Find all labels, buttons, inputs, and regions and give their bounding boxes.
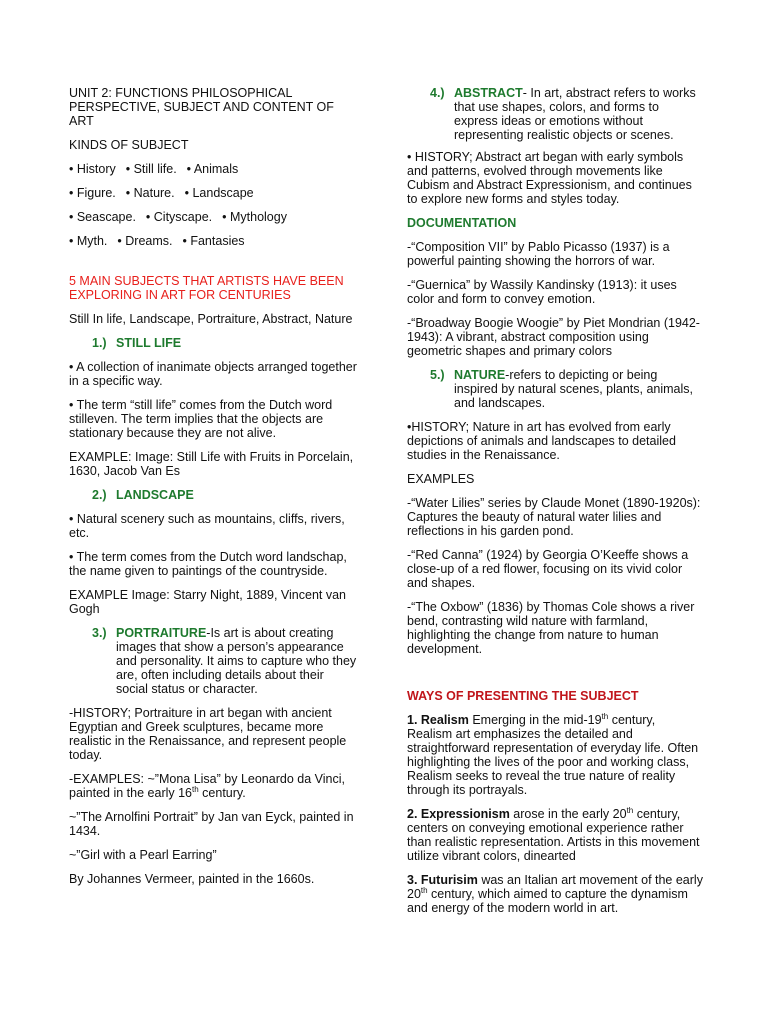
paragraph-text: century, centers on conveying emotional experience rather than realistic representation. Artists in this movement utilize vibrant colors, dinearted xyxy=(407,807,700,863)
item-title: ABSTRACT xyxy=(454,86,523,100)
abstract-section xyxy=(407,86,703,142)
kind-item: • Cityscape. xyxy=(145,210,213,224)
superscript: th xyxy=(601,711,609,721)
abstract-description: - In art, abstract refers to works that use shapes, colors, and forms to express ideas or emotions without representing realistic objects or scenes. xyxy=(454,86,696,142)
item-title: PORTRAITURE xyxy=(116,626,207,640)
nature-body xyxy=(454,368,703,410)
kind-item: • Fantasies xyxy=(182,234,245,248)
kind-item: • Mythology xyxy=(222,210,287,224)
item-number: 4.) xyxy=(430,86,445,100)
documentation-item: -“Guernica” by Wassily Kandinsky (1913): it uses color and form to convey emotion. xyxy=(407,278,677,306)
portraiture-history: -HISTORY; Portraiture in art began with ancient Egyptian and Greek sculptures, became more realistic in the Renaissance, and represent people today. xyxy=(69,706,347,762)
abstract-body xyxy=(454,86,703,142)
paragraph-text: century, Realism art emphasizes the detailed and straightforward representation of everyday life. Often highlighting the lives of the poor and working class, Realism seeks to reveal the true nature of reality through its portrayals. xyxy=(407,713,699,797)
paragraph-text: arose in the early 20 xyxy=(509,807,627,821)
kind-item: • Seascape. xyxy=(69,210,136,224)
realism-paragraph xyxy=(407,713,703,797)
paragraph-text: Emerging in the mid-19 xyxy=(468,713,602,727)
kind-item: • History xyxy=(69,162,116,176)
main-subjects-list: Still In life, Landscape, Portraiture, Abstract, Nature xyxy=(69,312,353,326)
paragraph-text: was an Italian art movement of the early 20 xyxy=(407,873,703,901)
item-title: STILL LIFE xyxy=(116,336,182,350)
portraiture-example: By Johannes Vermeer, painted in the 1660s. xyxy=(69,872,315,886)
portraiture-example: ~”Girl with a Pearl Earring” xyxy=(69,848,217,862)
still-life-heading xyxy=(69,336,359,350)
nature-example: -“Water Lilies” series by Claude Monet (1890-1920s): Captures the beauty of natural water lilies and reflections in his garden pond. xyxy=(407,496,701,538)
unit-title: UNIT 2: FUNCTIONS PHILOSOPHICAL PERSPECTIVE, SUBJECT AND CONTENT OF ART xyxy=(69,86,334,128)
kinds-row xyxy=(69,234,359,248)
still-life-term: • The term “still life” comes from the Dutch word stilleven. The term implies that the objects are stationary because they are not alive. xyxy=(69,398,333,440)
documentation-item: -“Broadway Boogie Woogie” by Piet Mondrian (1942-1943): A vibrant, abstract composition using geometric shapes and primary colors xyxy=(407,316,700,358)
portraiture-description: -Is art is about creating images that show a person’s appearance and personality. It aims to capture who they are, often including details about their social status or character. xyxy=(116,626,357,696)
landscape-definition: • Natural scenery such as mountains, cliffs, rivers, etc. xyxy=(69,512,345,540)
nature-section xyxy=(407,368,703,410)
example-text: -EXAMPLES: ~”Mona Lisa” by Leonardo da Vinci, painted in the early 16 xyxy=(69,772,345,800)
item-number: 1.) xyxy=(92,336,107,350)
landscape-term: • The term comes from the Dutch word landschap, the name given to paintings of the countryside. xyxy=(69,550,347,578)
item-number: 5.) xyxy=(430,368,445,382)
right-column xyxy=(407,86,703,925)
item-title: LANDSCAPE xyxy=(116,488,194,502)
kind-item: • Myth. xyxy=(69,234,108,248)
nature-example: -“Red Canna” (1924) by Georgia O’Keeffe shows a close-up of a red flower, focusing on its vivid color and shapes. xyxy=(407,548,689,590)
kinds-row xyxy=(69,186,359,200)
abstract-history: • HISTORY; Abstract art began with early symbols and patterns, evolved through movements like Cubism and Abstract Expressionism, and continues to explore new forms and styles today. xyxy=(407,150,692,206)
kind-item: • Figure. xyxy=(69,186,116,200)
portraiture-example xyxy=(69,772,359,800)
still-life-definition: • A collection of inanimate objects arranged together in a specific way. xyxy=(69,360,357,388)
landscape-example: EXAMPLE Image: Starry Night, 1889, Vincent van Gogh xyxy=(69,588,346,616)
portraiture-example: ~”The Arnolfini Portrait” by Jan van Eyck, painted in 1434. xyxy=(69,810,354,838)
realism-label: 1. Realism xyxy=(407,713,469,727)
ways-heading: WAYS OF PRESENTING THE SUBJECT xyxy=(407,689,639,703)
futurism-paragraph xyxy=(407,873,703,915)
kind-item: • Animals xyxy=(186,162,239,176)
superscript: th xyxy=(420,885,428,895)
kinds-heading: KINDS OF SUBJECT xyxy=(69,138,189,152)
superscript: th xyxy=(192,784,199,794)
item-number: 2.) xyxy=(92,488,107,502)
portraiture-section xyxy=(69,626,359,696)
kind-item: • Nature. xyxy=(125,186,175,200)
nature-history: •HISTORY; Nature in art has evolved from early depictions of animals and landscapes to detailed studies in the Renaissance. xyxy=(407,420,676,462)
landscape-heading xyxy=(69,488,359,502)
kind-item: • Dreams. xyxy=(117,234,173,248)
still-life-example: EXAMPLE: Image: Still Life with Fruits in Porcelain, 1630, Jacob Van Es xyxy=(69,450,354,478)
example-text: century. xyxy=(198,786,246,800)
expressionism-paragraph xyxy=(407,807,703,863)
main-subjects-heading: 5 MAIN SUBJECTS THAT ARTISTS HAVE BEEN EXPLORING IN ART FOR CENTURIES xyxy=(69,274,344,302)
examples-heading: EXAMPLES xyxy=(407,472,475,486)
item-number: 3.) xyxy=(92,626,107,640)
superscript: th xyxy=(626,805,634,815)
expressionism-label: 2. Expressionism xyxy=(407,807,510,821)
documentation-heading: DOCUMENTATION xyxy=(407,216,517,230)
kind-item: • Still life. xyxy=(125,162,177,176)
kinds-row xyxy=(69,210,359,224)
nature-example: -“The Oxbow” (1836) by Thomas Cole shows a river bend, contrasting wild nature with farmland, highlighting the change from nature to human development. xyxy=(407,600,695,656)
kind-item: • Landscape xyxy=(184,186,254,200)
item-title: NATURE xyxy=(454,368,506,382)
paragraph-text: century, which aimed to capture the dynamism and energy of the modern world in art. xyxy=(407,887,688,915)
futurism-label: 3. Futurisim xyxy=(407,873,478,887)
kinds-row xyxy=(69,162,359,176)
nature-description: -refers to depicting or being inspired by natural scenes, plants, animals, and landscapes. xyxy=(454,368,694,410)
portraiture-body xyxy=(116,626,359,696)
documentation-item: -“Composition VII” by Pablo Picasso (1937) is a powerful painting showing the horrors of war. xyxy=(407,240,670,268)
left-column xyxy=(69,86,359,896)
